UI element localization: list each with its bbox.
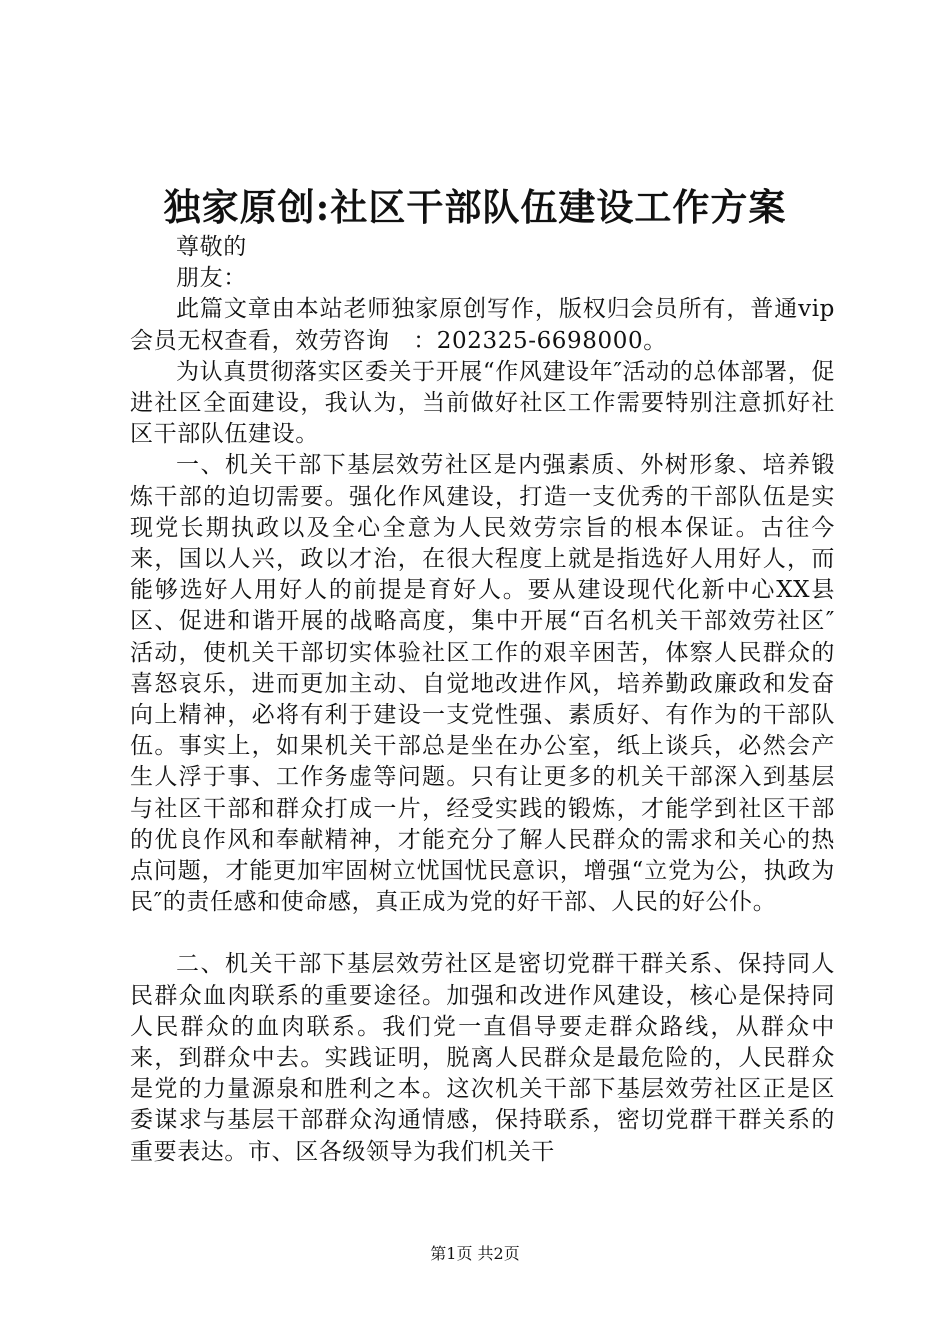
- document-body: [130, 232, 835, 1168]
- paragraph-section-1: 一、机关干部下基层效劳社区是内强素质、外树形象、培养锻炼干部的迫切需要。强化作风建设，打造一支优秀的干部队伍是实现党长期执政以及全心全意为人民效劳宗旨的根本保证。古往今来，国以人兴，政以才治，在很大程度上就是指选好人用好人，而能够选好人用好人的前提是育好人。要从建设现代化新中心XX县区、促进和谐开展的战略高度，集中开展“百名机关干部效劳社区″活动，使机关干部切实体验社区工作的艰辛困苦，体察人民群众的喜怒哀乐，进而更加主动、自觉地改进作风，培养勤政廉政和发奋向上精神，必将有利于建设一支党性强、素质好、有作为的干部队伍。事实上，如果机关干部总是坐在办公室，纸上谈兵，必然会产生人浮于事、工作务虚等问题。只有让更多的机关干部深入到基层与社区干部和群众打成一片，经受实践的锻炼，才能学到社区干部的优良作风和奉献精神，才能充分了解人民群众的需求和关心的热点问题，才能更加牢固树立忧国忧民意识，增强“立党为公，执政为民″的责任感和使命感，真正成为党的好干部、人民的好公仆。: [130, 452, 835, 916]
- salutation-line-2: 朋友：: [176, 265, 247, 292]
- page-number-footer: 第1页 共2页: [430, 1244, 520, 1263]
- salutation-line-1: 尊敬的: [176, 234, 247, 260]
- paragraph-intro: 为认真贯彻落实区委关于开展“作风建设年″活动的总体部署，促进社区全面建设，我认为，当前做好社区工作需要特别注意抓好社区干部队伍建设。: [130, 358, 835, 448]
- paragraph-copyright-notice: 此篇文章由本站老师独家原创写作，版权归会员所有，普通vip会员无权查看，效劳咨询 ：202325-6698000。: [130, 296, 835, 354]
- paragraph-section-2: 二、机关干部下基层效劳社区是密切党群干群关系、保持同人民群众血肉联系的重要途径。加强和改进作风建设，核心是保持同人民群众的血肉联系。我们党一直倡导要走群众路线，从群众中来，到群众中去。实践证明，脱离人民群众是最危险的，人民群众是党的力量源泉和胜利之本。这次机关干部下基层效劳社区正是区委谋求与基层干部群众沟通情感，保持联系，密切党群干群关系的重要表达。市、区各级领导为我们机关干: [130, 951, 835, 1165]
- document-title: 独家原创:社区干部队伍建设工作方案: [163, 185, 787, 229]
